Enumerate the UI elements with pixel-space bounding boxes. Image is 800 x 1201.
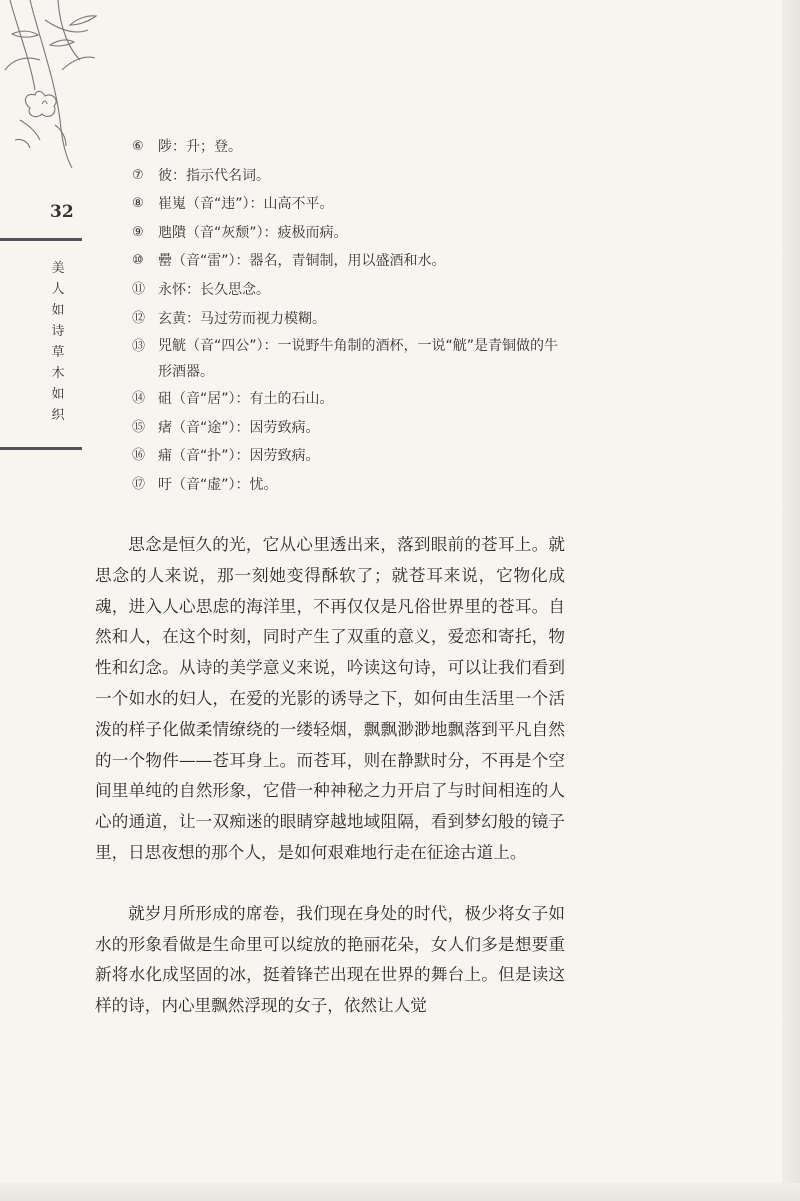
footnote-item [132,219,562,248]
footnote-number: ⑬ [132,339,146,355]
footnote-text: 瘏（音“途”）：因劳致病。 [158,419,320,436]
footnote-text: 罍（音“雷”）：器名，青铜制，用以盛酒和水。 [158,253,446,270]
footnote-text: 痡（音“扑”）：因劳致病。 [158,448,320,465]
footnote-text: 吁（音“虚”）：忧。 [158,476,278,493]
footnote-number: ⑭ [132,391,146,407]
footnote-number: ⑧ [132,196,144,212]
footnote-number: ⑨ [132,224,144,240]
footnote-item [132,333,562,385]
paragraph: 思念是恒久的光，它从心里透出来，落到眼前的苍耳上。就思念的人来说，那一刻她变得酥软了；就苍耳来说，它物化成魂，进入人心思虑的海洋里，不再仅仅是凡俗世界里的苍耳。自然和人，在这个时刻，同时产生了双重的意义，爱恋和寄托，物性和幻念。从诗的美学意义来说，吟读这句诗，可以让我们看到一个如水的妇人，在爱的光影的诱导之下，如何由生活里一个活泼的样子化做柔情缭绕的一缕轻烟，飘飘渺渺地飘落到平凡自然的一个物件——苍耳身上。而苍耳，则在静默时分，不再是个空间里单纯的自然形象，它借一种神秘之力开启了与时间相连的人心的通道，让一双痴迷的眼睛穿越地域阻隔，看到梦幻般的镜子里，日思夜想的那个人，是如何艰难地行走在征途古道上。 [95,535,565,862]
footnote-text: 玄黄：马过劳而视力模糊。 [158,310,326,327]
body-text [95,530,565,1052]
footnotes [132,133,562,500]
footnote-number: ⑥ [132,139,144,154]
footnote-item [132,247,562,276]
footnote-item [132,442,562,471]
footnote-number: ⑯ [132,448,146,464]
footnote-number: ⑮ [132,419,146,435]
footnote-number: ⑫ [132,310,146,326]
footnote-number: ⑩ [132,253,144,269]
divider [0,238,82,241]
footnote-text: 虺隤（音“灰颓”）：疲极而病。 [158,224,348,241]
footnote-item [132,305,562,334]
page-edge [0,1183,800,1201]
footnote-item [132,385,562,414]
footnote-text: 兕觥（音“四公”）：一说野牛角制的酒杯，一说“觥”是青铜做的牛形酒器。 [158,338,559,381]
footnote-item [132,190,562,219]
footnote-text: 彼：指示代名词。 [158,167,270,184]
footnote-text: 永怀：长久思念。 [158,281,270,298]
footnote-number: ⑰ [132,476,146,492]
footnote-item [132,133,562,162]
footnote-text: 崔嵬（音“违”）：山高不平。 [158,196,334,213]
page-edge [782,0,800,1201]
footnote-number: ⑦ [132,167,144,183]
footnote-item [132,414,562,443]
paragraph: 就岁月所形成的席卷，我们现在身处的时代，极少将女子如水的形象看做是生命里可以绽放的艳丽花朵，女人们多是想要重新将水化成坚固的冰，挺着锋芒出现在世界的舞台上。但是读这样的诗，内心里飘然浮现的女子，依然让人觉 [95,903,565,1016]
page-number: 32 [50,202,74,222]
divider [0,447,82,450]
footnote-text: 陟：升；登。 [158,139,242,155]
footnote-item [132,276,562,305]
flower-illustration [0,0,110,170]
footnote-text: 砠（音“居”）：有土的石山。 [158,391,334,408]
footnote-number: ⑪ [132,281,146,297]
footnote-item [132,162,562,191]
footnote-item [132,471,562,500]
side-title: 美人如诗 草木如织 [51,261,65,423]
